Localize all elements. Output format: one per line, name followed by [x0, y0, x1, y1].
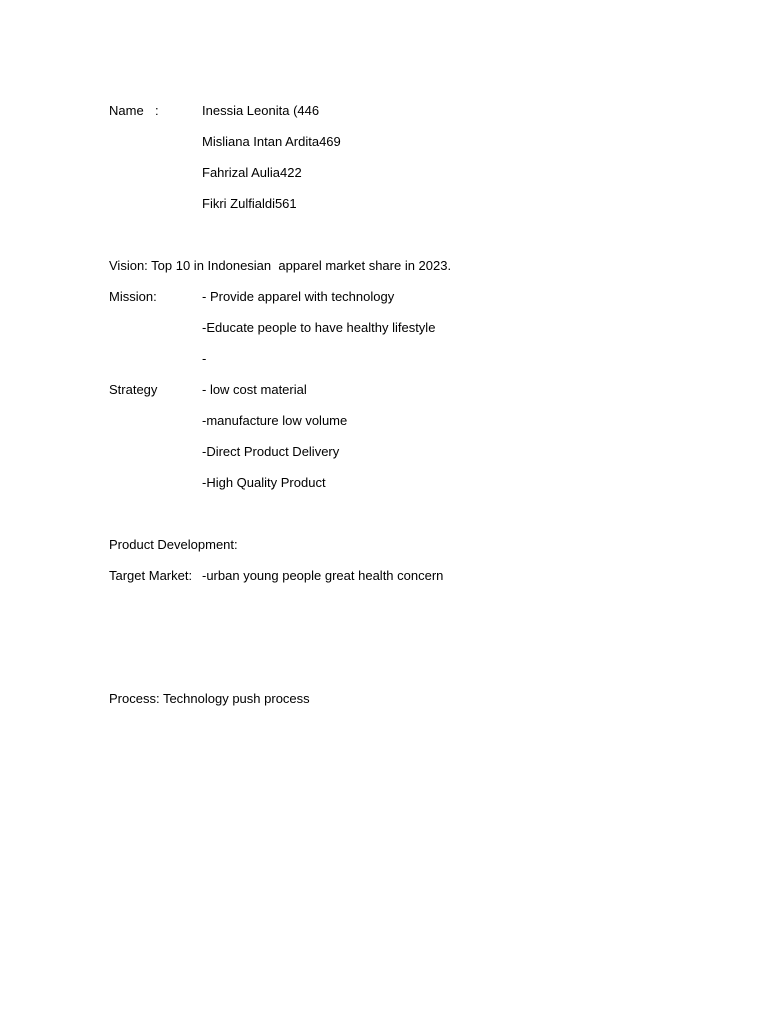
name-colon: :	[155, 103, 159, 118]
member-name-4: Fikri Zulfialdi561	[202, 196, 297, 211]
name-label: Name	[109, 103, 144, 118]
process-text: Process: Technology push process	[109, 691, 310, 706]
vision-text: Vision: Top 10 in Indonesian apparel market share in 2023.	[109, 258, 452, 273]
strategy-item-1: - low cost material	[202, 382, 307, 397]
strategy-item-4: -High Quality Product	[202, 475, 326, 490]
strategy-item-3: -Direct Product Delivery	[202, 444, 340, 459]
member-name-1: Inessia Leonita (446	[202, 103, 320, 118]
mission-item-2: -Educate people to have healthy lifestyle	[202, 320, 436, 335]
member-name-2: Misliana Intan Ardita469	[202, 134, 341, 149]
target-market-label: Target Market:	[109, 568, 193, 583]
member-name-3: Fahrizal Aulia422	[202, 165, 302, 180]
strategy-item-2: -manufacture low volume	[202, 413, 348, 428]
mission-item-1: - Provide apparel with technology	[202, 289, 395, 304]
mission-item-3: -	[202, 351, 207, 366]
product-development-label: Product Development:	[109, 537, 238, 552]
strategy-label: Strategy	[109, 382, 158, 397]
target-market-value: -urban young people great health concern	[202, 568, 444, 583]
mission-label: Mission:	[109, 289, 157, 304]
